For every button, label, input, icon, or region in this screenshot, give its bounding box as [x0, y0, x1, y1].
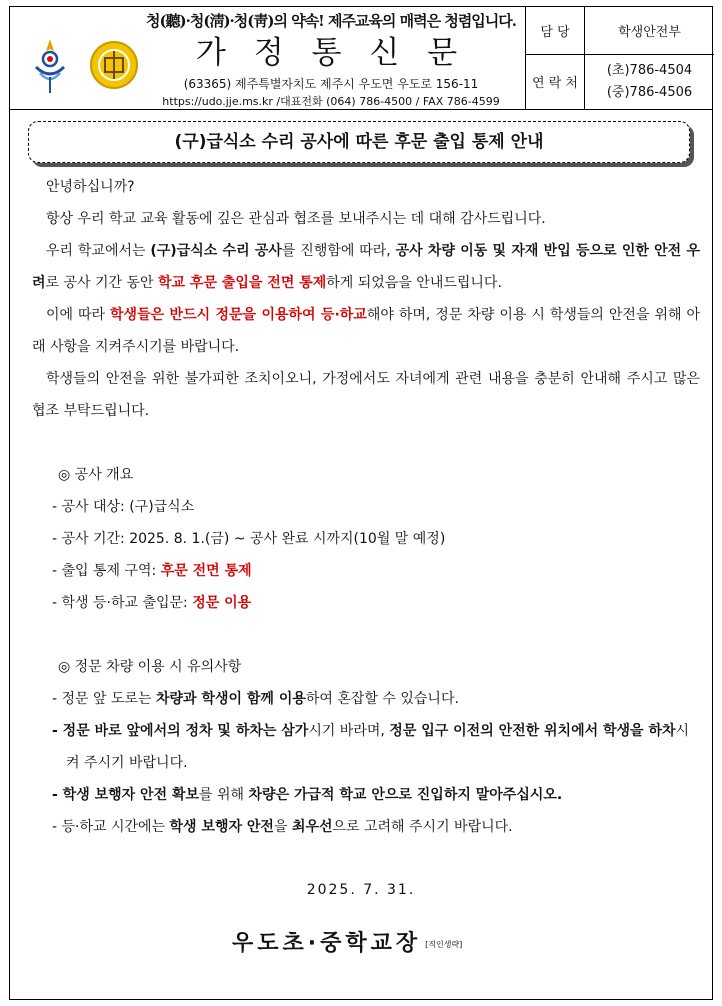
seal-omitted: [직인생략] — [425, 939, 463, 949]
charge-department: 학생안전부 — [585, 7, 715, 54]
greeting: 안녕하십니까? — [46, 179, 135, 195]
issue-date: 2025. 7. 31. — [306, 882, 416, 898]
contact-phones — [585, 54, 715, 109]
school-website-contact: https://udo.jje.ms.kr /대표전화 (064) 786-4500 / FAX 786-4599 — [162, 95, 500, 108]
main-gate-paragraph: 이에 따라 학생들은 반드시 정문을 이용하여 등·하교해야 하며, 정문 차량 이용 시 학생들의 안전을 위해 아래 사항을 지켜주시기를 바랍니다. — [32, 307, 700, 355]
overview-period: - 공사 기간: 2025. 8. 1.(금) ~ 공사 완료 시까지(10월 말 예정) — [52, 531, 446, 547]
document-frame — [9, 6, 713, 1000]
caution-item: - 등·하교 시간에는 학생 보행자 안전을 최우선으로 고려해 주시기 바랍니다. — [52, 819, 513, 835]
education-office-emblem-icon — [30, 37, 70, 95]
thanks-paragraph: 항상 우리 학교 교육 활동에 깊은 관심과 협조를 보내주시는 데 대해 감사드립니다. — [46, 211, 546, 227]
school-address: (63365) 제주특별자치도 제주시 우도면 우도로 156-11 — [183, 77, 479, 91]
notice-body — [32, 171, 700, 843]
charge-label: 담 당 — [526, 7, 585, 54]
principal-signature: 우도초·중학교장 [직인생략] — [232, 931, 463, 956]
overview-zone: - 출입 통제 구역: 후문 전면 통제 — [52, 563, 252, 579]
phone-middle: (중)786-4506 — [606, 84, 693, 100]
newsletter-title: 가 정 통 신 문 — [195, 35, 467, 71]
letterhead — [10, 7, 712, 110]
overview-gate: - 학생 등·하교 출입문: 정문 이용 — [52, 595, 252, 611]
cautions-heading: ◎ 정문 차량 이용 시 유의사항 — [58, 659, 242, 675]
caution-item: - 정문 바로 앞에서의 정차 및 하차는 삼가시기 바라며, 정문 입구 이전의 안전한 위치에서 학생을 하차시켜 주시기 바랍니다. — [52, 723, 690, 771]
caution-item: - 정문 앞 도로는 차량과 학생이 함께 이용하여 혼잡할 수 있습니다. — [52, 691, 459, 707]
integrity-slogan: 청(聽)·청(淸)·청(靑)의 약속! 제주교육의 매력은 청렴입니다. — [145, 12, 517, 30]
contact-label: 연 락 처 — [526, 54, 585, 109]
school-emblem-icon — [88, 39, 140, 91]
notice-title: (구)급식소 수리 공사에 따른 후문 출입 통제 안내 — [28, 121, 690, 163]
cooperation-paragraph: 학생들의 안전을 위한 불가피한 조치이오니, 가정에서도 자녀에게 관련 내용을 충분히 안내해 주시고 많은 협조 부탁드립니다. — [32, 371, 700, 419]
caution-item: - 학생 보행자 안전 확보를 위해 차량은 가급적 학교 안으로 진입하지 말아주십시오. — [52, 787, 563, 803]
construction-paragraph: 우리 학교에서는 (구)급식소 수리 공사를 진행함에 따라, 공사 차량 이동 및 자재 반입 등으로 인한 안전 우려로 공사 기간 동안 학교 후문 출입을 전면 통제하게 되었음을 안내드립니다. — [32, 243, 701, 291]
contact-table — [525, 7, 714, 109]
phone-elementary: (초)786-4504 — [606, 62, 693, 78]
overview-heading: ◎ 공사 개요 — [58, 467, 134, 483]
overview-target: - 공사 대상: (구)급식소 — [52, 499, 195, 515]
